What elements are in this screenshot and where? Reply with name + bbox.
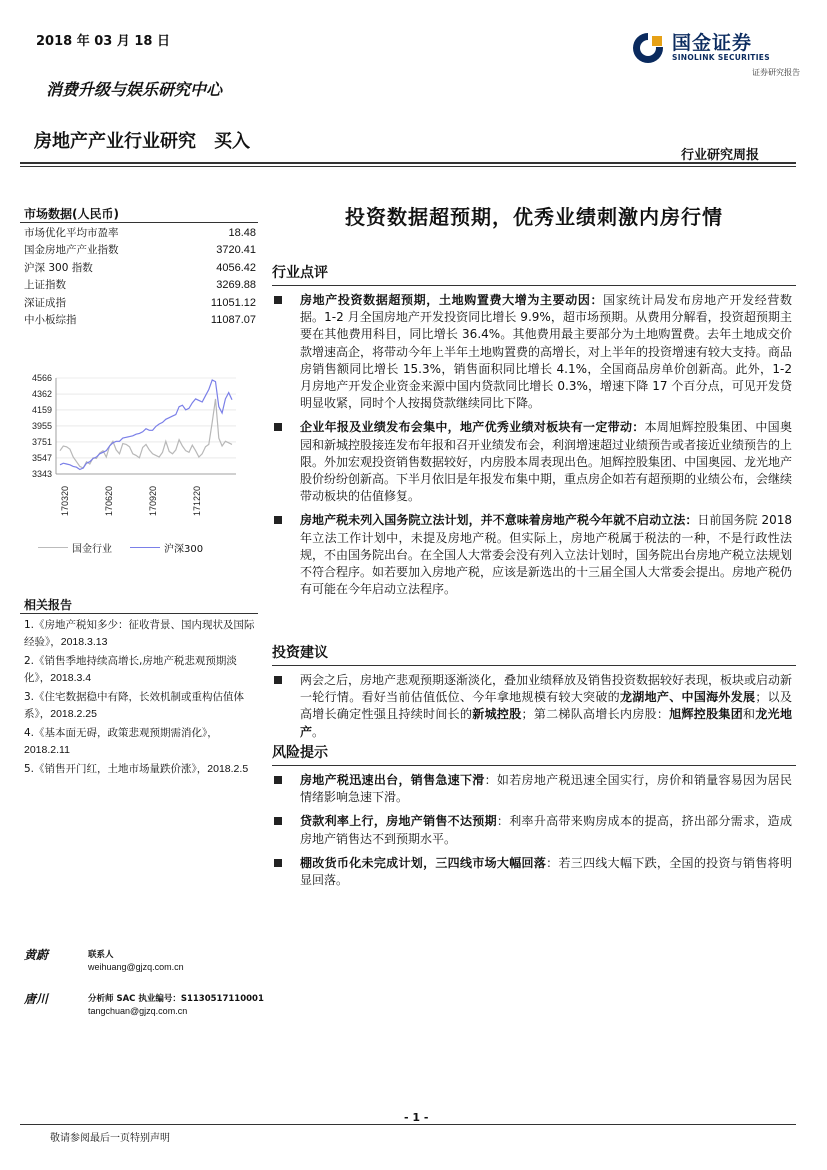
- row-value: 11087.07: [210, 313, 256, 326]
- report-date: 2018.3.13: [60, 635, 108, 648]
- bullet-text: 国家统计局发布房地产开发经营数据。1-2 月全国房地产开发投资同比增长 9.9%，超市场预期。从费用分解看，投资超预期主要在其他费用科目，同比增长 36.4%。其他费用最主要部分为土地购置费。去年土地成交价款增速高企，将带动今年上半年土地购置费的高增长，对上半年的投资增速有较大支持。商品房销售额同比增长 15.3%，销售面积同比增长 4.1%，全国商品房单价创新高。此外，1-2 月房地产开发企业资金来源中国内贷款同比增长 0.3%，增速下降 17 个百分点，可见开发贷明显收紧，同时个人按揭贷款继续同比下降。: [300, 293, 793, 411]
- legend-item: [130, 540, 203, 555]
- market-data-title: 市场数据(人民币): [24, 207, 119, 221]
- row-label: 深证成指: [24, 296, 66, 309]
- bullet-item: [272, 672, 792, 741]
- report-date: 2018.2.5: [207, 763, 249, 775]
- chart-legend: [38, 540, 258, 555]
- legend-swatch-gray: [38, 547, 68, 548]
- report-date: 2018.3.4: [50, 671, 92, 684]
- related-report-item[interactable]: [24, 653, 256, 686]
- row-label: 市场优化平均市盈率: [24, 227, 119, 239]
- bullet-text: 本周旭辉控股集团、中国奥园和新城控股接连发布年报和召开业绩发布会，利润增速超过业绩预告或者接近业绩预告的上限。外加宏观投资销售数据较好，内房股本周表现出色。旭辉控股集团、中国奥园、龙光地产股价纷纷创新高。下半月依旧是年报发布集中期，重点房企如若有超预期的业绩公布，会继续带动板块的估值修复。: [300, 420, 793, 504]
- row-label: 国金房地产产业指数: [24, 244, 119, 257]
- x-tick-label: 171220: [192, 485, 202, 516]
- bullet-square-icon: [274, 676, 282, 684]
- bullet-text: ：如若房地产税迅速全国实行，房价和销量容易因为居民情绪影响急速下滑。: [300, 773, 792, 805]
- row-value: 11051.12: [210, 296, 256, 309]
- bullet-square-icon: [274, 859, 282, 867]
- bullet-square-icon: [274, 776, 282, 784]
- research-center: 消费升级与娱乐研究中心: [46, 80, 223, 99]
- bullet-text: 日前国务院 2018 年立法工作计划中，未提及房地产税。但实际上，房地产税属于税法的一种，不是行政性法规，不由国务院出台。在全国人大常委会没有列入立法计划时，国务院出台房地产税立法规划不符合程序。如若要加入房地产税，应该是新选出的十三届全国人大常委会提出。房地产税仍有可能在今年启动立法程序。: [300, 513, 793, 597]
- bullet-lead: 企业年报及业绩发布会集中，地产优秀业绩对板块有一定带动：: [300, 420, 645, 435]
- market-data-row: [24, 312, 256, 329]
- bullet-item: [272, 419, 792, 505]
- x-tick-label: 170620: [104, 485, 114, 516]
- row-label: 沪深 300 指数: [24, 261, 93, 274]
- row-value: 4056.42: [216, 261, 256, 274]
- author-role: 联系人: [88, 950, 114, 960]
- bullet-item: [272, 292, 792, 412]
- footer-divider: [20, 1124, 796, 1125]
- footer-disclaimer: 敬请参阅最后一页特别声明: [50, 1133, 170, 1144]
- author-name: 黄蔚: [24, 948, 49, 962]
- series-line: [60, 399, 232, 468]
- bullet-text: 。: [312, 724, 325, 739]
- bullet-emphasis: 龙湖地产、中国海外发展: [619, 690, 756, 705]
- logo-mark-icon: [632, 28, 668, 68]
- bullet-text: 两会之后，房地产悲观预期逐渐淡化，叠加业绩释放及销售投资数据较好表现，板块或启动新一轮行情。看好当前估值低位、今年拿地规模有较大突破的: [300, 673, 793, 705]
- series-line: [60, 380, 232, 470]
- related-report-item[interactable]: [24, 725, 256, 758]
- report-title: 1.《房地产税知多少：征收背景、国内现状及国际经验》，: [24, 619, 255, 648]
- logo-text: 国金证券: [672, 32, 753, 54]
- author-email[interactable]: weihuang@gjzq.com.cn: [88, 962, 184, 972]
- section-divider: [272, 285, 796, 286]
- y-tick-label: 4566: [31, 373, 52, 383]
- company-logo: [632, 26, 792, 70]
- bullet-item: [272, 813, 792, 847]
- related-report-item[interactable]: [24, 689, 256, 722]
- section-risk-warning: [272, 742, 796, 896]
- logo-english-text: SINOLINK SECURITIES: [672, 53, 770, 62]
- report-title: 投资数据超预期，优秀业绩刺激内房行情: [345, 205, 723, 229]
- legend-swatch-blue: [130, 547, 160, 548]
- bullet-list: [272, 772, 792, 889]
- legend-label: 沪深300: [164, 544, 204, 555]
- bullet-text: ；以及高增长确定性强且持续时间长的: [300, 690, 792, 722]
- author-entry: [24, 946, 284, 990]
- section-heading: 投资建议: [272, 645, 328, 661]
- y-tick-label: 3343: [31, 469, 52, 479]
- bullet-item: [272, 772, 792, 806]
- bullet-list: [272, 292, 792, 598]
- report-title: 2.《销售季地持续高增长,房地产税悲观预期淡化》，: [24, 655, 237, 684]
- market-data-row: [24, 225, 256, 242]
- row-value: 3720.41: [216, 244, 256, 257]
- bullet-square-icon: [274, 817, 282, 825]
- report-title: 3.《住宅数据稳中有降，长效机制或重构估值体系》，: [24, 691, 245, 720]
- page-number: - 1 -: [404, 1111, 429, 1124]
- section-heading: 风险提示: [272, 745, 328, 761]
- y-tick-label: 4159: [31, 404, 52, 415]
- x-tick-label: 170920: [148, 485, 158, 516]
- bullet-list: [272, 672, 792, 741]
- header-divider-thin: [20, 166, 796, 167]
- bullet-text: ：利率升高带来购房成本的提高，挤出部分需求，造成房地产销售达不到预期水平。: [300, 814, 792, 846]
- author-name: 唐川: [24, 992, 49, 1006]
- market-data-row: [24, 295, 256, 312]
- report-date: 2018.2.11: [24, 743, 70, 756]
- bullet-square-icon: [274, 423, 282, 431]
- header-divider: [20, 162, 796, 164]
- y-tick-label: 4362: [31, 389, 52, 400]
- related-report-item[interactable]: [24, 761, 256, 778]
- y-tick-label: 3547: [31, 452, 52, 463]
- author-role: 分析师 SAC 执业编号：S1130517110001: [88, 994, 264, 1004]
- section-investment-advice: [272, 642, 796, 748]
- y-tick-label: 3955: [31, 420, 52, 431]
- section-divider: [272, 665, 796, 666]
- bullet-lead: 棚改货币化未完成计划，三四线市场大幅回落: [300, 855, 547, 870]
- bullet-lead: 贷款利率上行，房地产销售不达预期: [300, 814, 497, 829]
- bullet-lead: 房地产税迅速出台，销售急速下滑: [300, 773, 485, 787]
- bullet-lead: 房地产投资数据超预期，土地购置费大增为主要动因：: [300, 293, 604, 307]
- bullet-text: ：若三四线大幅下跌，全国的投资与销售将明显回落。: [300, 855, 792, 888]
- report-title: 4.《基本面无碍，政策悲观预期需消化》，: [24, 727, 218, 739]
- sector-rating: 房地产产业行业研究 买入: [34, 131, 250, 152]
- section-industry-review: [272, 262, 796, 605]
- market-data-divider: [20, 222, 258, 223]
- bullet-square-icon: [274, 516, 282, 524]
- row-value: 18.48: [228, 227, 256, 239]
- bullet-emphasis: 龙光地产: [300, 707, 792, 739]
- bullet-lead: 房地产税未列入国务院立法计划，并不意味着房地产税今年就不启动立法：: [300, 513, 698, 528]
- market-data-row: [24, 277, 256, 294]
- row-label: 中小板综指: [24, 313, 77, 326]
- bullet-text: ；第二梯队高增长内房股：: [521, 707, 670, 722]
- report-date: 2018 年 03 月 18 日: [36, 34, 170, 49]
- section-divider: [272, 765, 796, 766]
- x-tick-label: 170320: [60, 485, 70, 516]
- related-reports-list: [24, 617, 256, 781]
- related-reports-title: 相关报告: [24, 598, 73, 612]
- section-heading: 行业点评: [272, 265, 328, 281]
- market-data-row: [24, 242, 256, 259]
- authors-block: [24, 946, 284, 1034]
- bullet-emphasis: 旭辉控股集团: [669, 707, 744, 722]
- legend-label: 国金行业: [72, 544, 112, 555]
- market-data-row: [24, 260, 256, 277]
- bullet-emphasis: 新城控股: [472, 707, 522, 722]
- logo-subtitle: 证券研究报告: [752, 68, 800, 77]
- bullet-item: [272, 855, 792, 889]
- report-title: 5.《销售开门红，土地市场量跌价涨》，: [24, 763, 208, 775]
- author-email[interactable]: tangchuan@gjzq.com.cn: [88, 1006, 188, 1016]
- related-report-item[interactable]: [24, 617, 256, 650]
- legend-item: [38, 540, 112, 555]
- market-data-table: [24, 225, 256, 329]
- bullet-item: [272, 512, 792, 598]
- report-date: 2018.2.25: [50, 707, 97, 720]
- author-entry: [24, 990, 284, 1034]
- bullet-square-icon: [274, 296, 282, 304]
- bullet-text: 和: [743, 707, 756, 722]
- row-label: 上证指数: [24, 279, 66, 292]
- related-reports-divider: [20, 613, 258, 614]
- index-comparison-chart: [20, 368, 258, 568]
- y-tick-label: 3751: [31, 436, 52, 447]
- row-value: 3269.88: [216, 279, 256, 292]
- report-type: 行业研究周报: [681, 148, 760, 163]
